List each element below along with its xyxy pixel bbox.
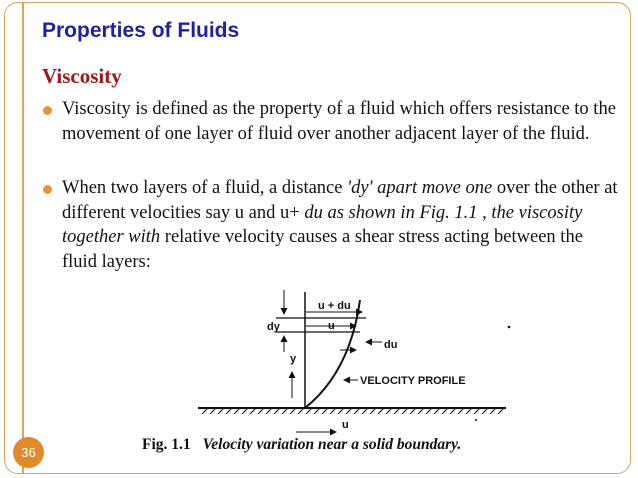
speck [475,419,477,421]
velocity-profile-curve [305,300,360,408]
speck [508,326,511,329]
caption-fig-number: Fig. 1.1 [142,436,191,453]
page-number-badge: 36 [13,437,44,468]
figure-caption [142,436,461,454]
label-u-bottom: u [342,419,349,431]
slide-title: Properties of Fluids [42,19,240,42]
label-u-plus-du: u + du [318,300,351,312]
label-y: y [290,353,297,365]
label-du: du [384,339,398,351]
label-dy: dy [267,321,280,333]
label-u: u [328,320,335,332]
section-heading: Viscosity [42,64,122,88]
label-velocity-profile: VELOCITY PROFILE [360,375,466,387]
caption-text: Velocity variation near a solid boundary. [202,436,462,453]
bullet-paragraph-2: When two layers of a fluid, a distance 'dy' apart move one over the other at different velocities say u and u+ du as shown in Fig. 1.1 , the viscosity together with relative velocity causes a shear stress acting between the fluid layers: [62,178,618,272]
bullet-paragraph-1: Viscosity is defined as the property of a fluid which offers resistance to the movement of one layer of fluid over another adjacent layer of the fluid. [62,99,616,144]
